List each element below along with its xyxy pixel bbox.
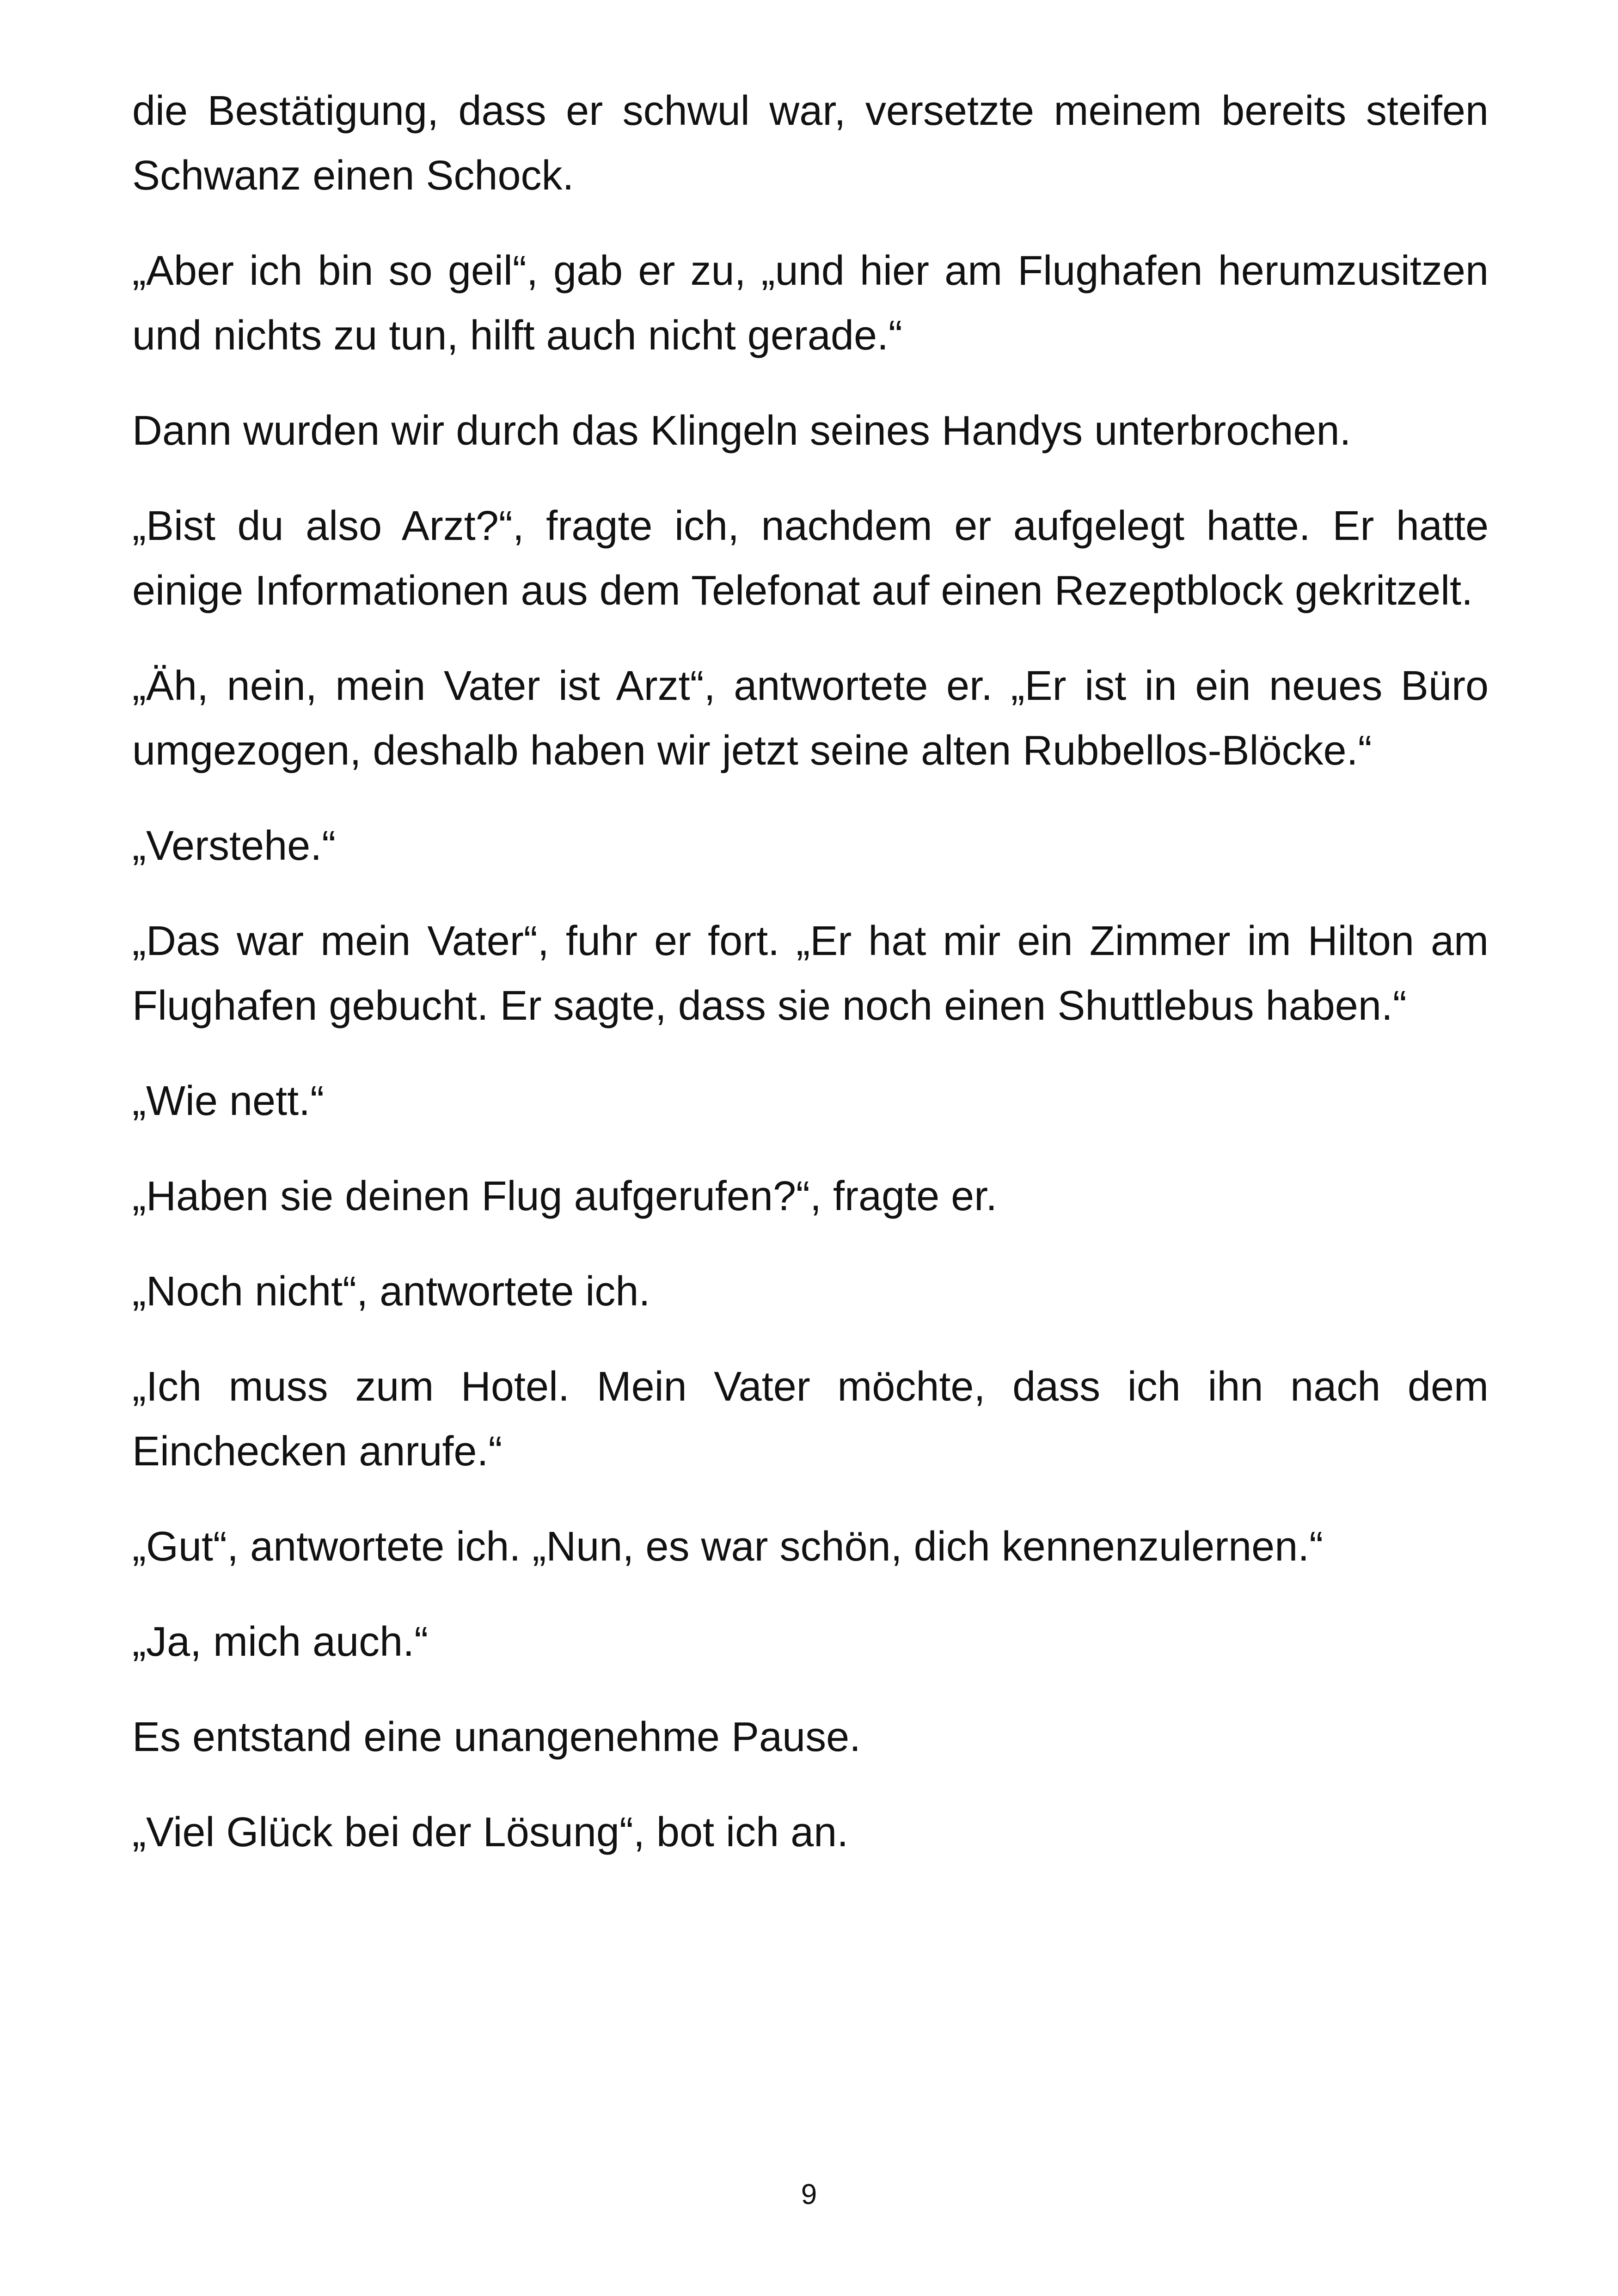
paragraph: „Wie nett.“: [132, 1078, 325, 1124]
paragraph: Es entstand eine unangenehme Pause.: [132, 1714, 861, 1760]
paragraph: „Äh, nein, mein Vater ist Arzt“, antwortete er. „Er ist in ein neues Büro umgezogen, deshalb haben wir jetzt seine alten Rubbellos-Blöcke.“: [132, 663, 1489, 774]
paragraph: Dann wurden wir durch das Klingeln seines Handys unterbrochen.: [132, 408, 1351, 454]
paragraph: „Noch nicht“, antwortete ich.: [132, 1268, 650, 1315]
paragraph: „Gut“, antwortete ich. „Nun, es war schön, dich kennenzulernen.“: [132, 1524, 1324, 1570]
paragraph: „Viel Glück bei der Lösung“, bot ich an.: [132, 1809, 849, 1855]
paragraph: „Ich muss zum Hotel. Mein Vater möchte, dass ich ihn nach dem Einchecken anrufe.“: [132, 1364, 1489, 1475]
body-text: [132, 79, 1489, 1895]
paragraph: „Ja, mich auch.“: [132, 1619, 429, 1665]
page-number: 9: [801, 2179, 817, 2210]
paragraph: „Verstehe.“: [132, 823, 336, 869]
paragraph: „Aber ich bin so geil“, gab er zu, „und hier am Flughafen herumzusitzen und nichts zu tun, hilft auch nicht gerade.“: [132, 248, 1489, 359]
paragraph: „Haben sie deinen Flug aufgerufen?“, fragte er.: [132, 1173, 998, 1219]
paragraph: „Bist du also Arzt?“, fragte ich, nachdem er aufgelegt hatte. Er hatte einige Informationen aus dem Telefonat auf einen Rezeptblock gekritzelt.: [132, 503, 1489, 614]
paragraph: „Das war mein Vater“, fuhr er fort. „Er hat mir ein Zimmer im Hilton am Flughafen gebucht. Er sagte, dass sie noch einen Shuttlebus haben.“: [132, 918, 1489, 1029]
paragraph: die Bestätigung, dass er schwul war, versetzte meinem bereits steifen Schwanz einen Schock.: [132, 88, 1489, 199]
